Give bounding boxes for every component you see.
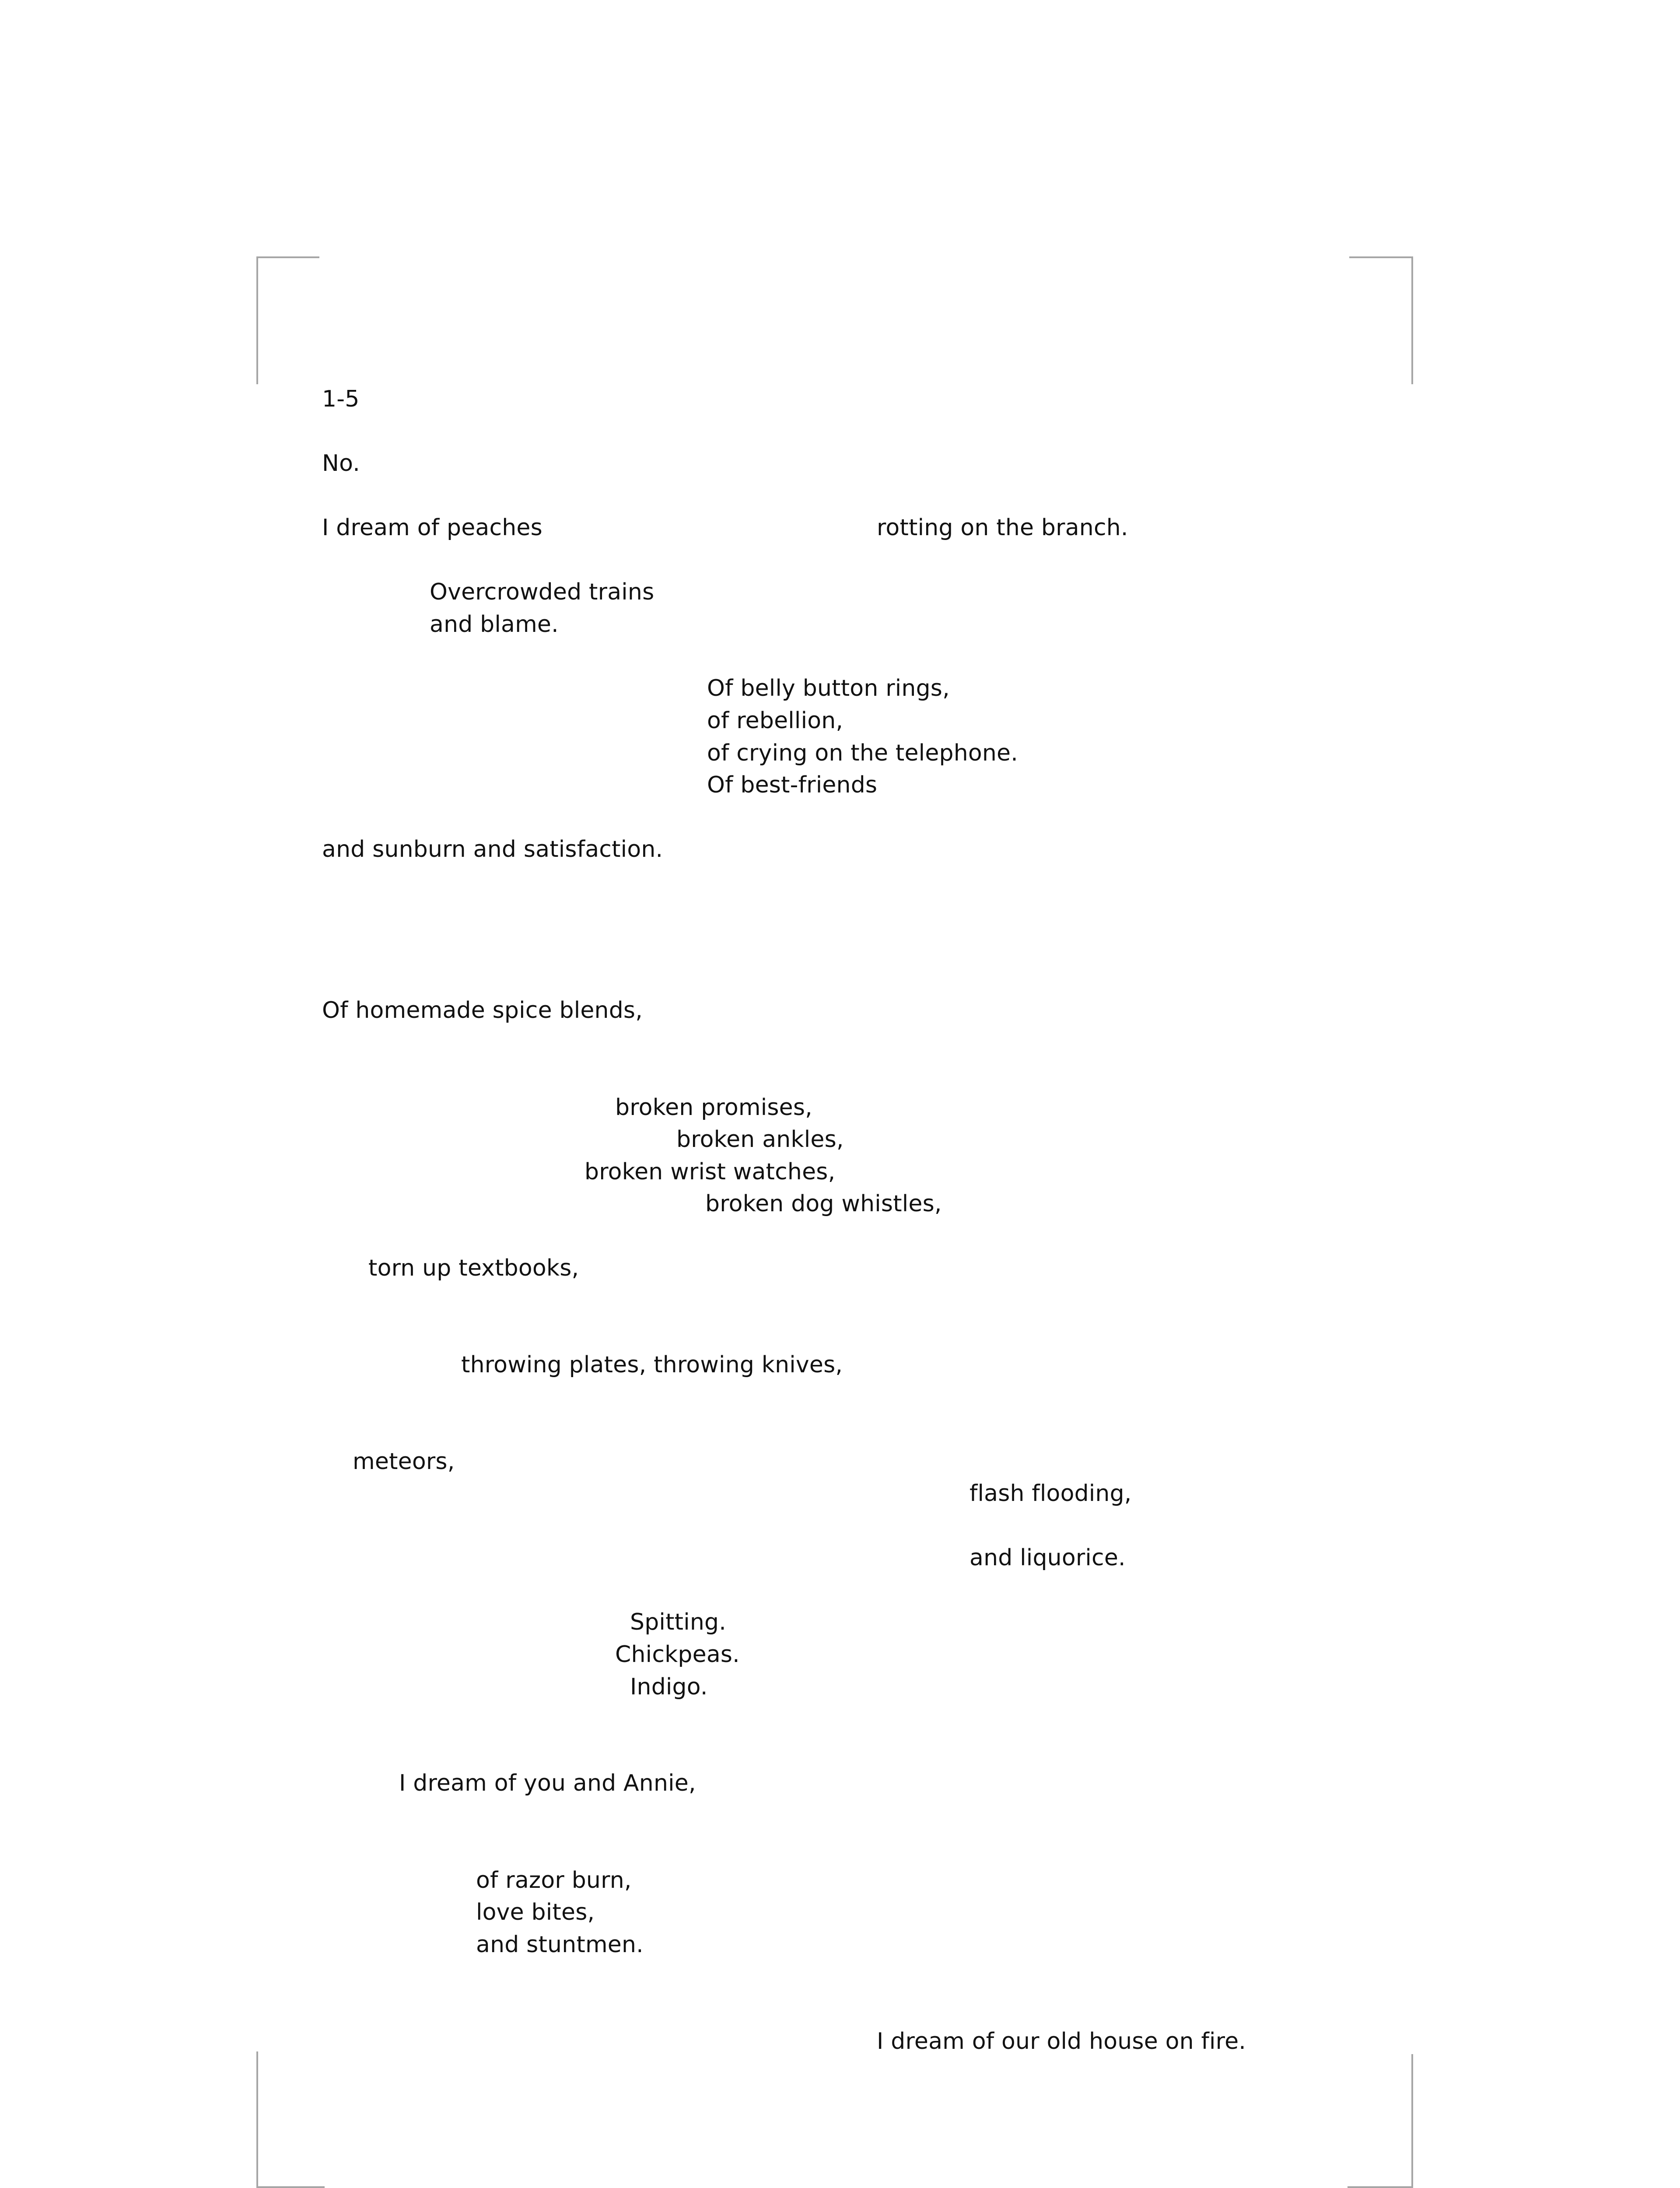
poem-line: and sunburn and satisfaction.	[322, 836, 663, 863]
poem-line: throwing plates, throwing knives,	[461, 1352, 843, 1378]
poem-line: of crying on the telephone.	[707, 740, 1018, 766]
poem-line: torn up textbooks,	[368, 1255, 579, 1281]
poem-line: Overcrowded trains	[430, 579, 654, 605]
poem-line: Spitting.	[630, 1609, 726, 1635]
poem-line: flash flooding,	[970, 1480, 1132, 1507]
poem-line: I dream of our old house on fire.	[877, 2028, 1246, 2055]
poem-title: No.	[322, 450, 360, 477]
poem-line: meteors,	[353, 1448, 455, 1475]
poem-line: broken wrist watches,	[584, 1159, 836, 1185]
poem-line: rotting on the branch.	[877, 515, 1128, 541]
poem-line: broken promises,	[615, 1094, 812, 1121]
poem-line: and stuntmen.	[476, 1932, 644, 1958]
poem-line: of rebellion,	[707, 708, 844, 734]
poem-line: Of homemade spice blends,	[322, 997, 643, 1024]
poem-line: broken dog whistles,	[705, 1191, 942, 1217]
poem-line: Chickpeas.	[615, 1641, 740, 1668]
poem-line: Of belly button rings,	[707, 675, 950, 701]
poem-line: of razor burn,	[476, 1867, 632, 1893]
poem-line: Indigo.	[630, 1674, 708, 1700]
poem-line: I dream of peaches	[322, 515, 542, 541]
poem-line: broken ankles,	[676, 1126, 844, 1153]
page-number-label: 1-5	[322, 386, 360, 412]
poem-line: and blame.	[430, 611, 559, 638]
poem-line: Of best-friends	[707, 772, 878, 798]
poem-line: love bites,	[476, 1899, 595, 1925]
poem-line: and liquorice.	[970, 1545, 1126, 1571]
poem-line: I dream of you and Annie,	[399, 1770, 696, 1796]
